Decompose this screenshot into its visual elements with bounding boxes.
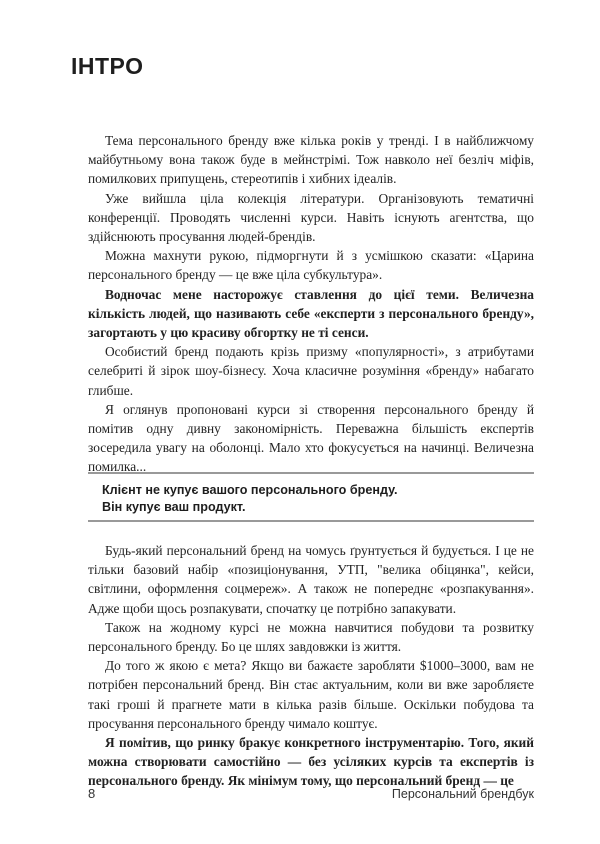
intro-text-block	[88, 131, 534, 477]
chapter-title: ІНТРО	[71, 53, 144, 79]
paragraph: Також на жодному курсі не можна навчитися побудови та розвитку персонального бренду. Бо це шлях завдовжки із життя.	[88, 619, 534, 655]
paragraph-emphasis: Водночас мене насторожує ставлення до цієї теми. Величезна кількість людей, що називають себе «експерти з персонального бренду», загортають у цю красиву обгортку не ті сенси.	[88, 286, 534, 341]
page-number: 8	[88, 786, 96, 801]
paragraph: Тема персонального бренду вже кілька років у тренді. І в найближчому майбутньому вона також буде в мейнстрімі. Тож навколо неї безліч міфів, помилкових припущень, стереотипів і хибних ідеалів.	[88, 133, 534, 187]
paragraph: Уже вийшла ціла колекція літератури. Організовують тематичні конференції. Проводять численні курси. Навіть існують агентства, що здійснюють просування людей-брендів.	[88, 190, 534, 245]
paragraph-emphasis: Я помітив, що ринку бракує конкретного інструментарію. Того, який можна створювати самостійно — без усіляких курсів та експертів із персонального бренду. Як мінімум тому, що персональний бренд — це	[88, 735, 534, 789]
pull-quote-line: Клієнт не купує вашого персонального бренду.	[102, 483, 398, 497]
paragraph: Я оглянув пропоновані курси зі створення персонального бренду й помітив одну дивну закономірність. Переважна більшість експертів зосередила увагу на оболонці. Мало хто фокусується на начинці. Величезна помилка...	[88, 401, 534, 475]
running-head: Персональний брендбук	[391, 787, 534, 801]
paragraph: Можна махнути рукою, підморгнути й з усмішкою сказати: «Царина персонального бренду — це вже ціла субкультура».	[88, 248, 534, 283]
pull-quote-line: Він купує ваш продукт.	[102, 499, 246, 514]
paragraph: До того ж якою є мета? Якщо ви бажаєте заробляти $1000–3000, вам не потрібен персональний бренд. Він стає актуальним, коли ви вже заробляєте такі гроші й прагнете мати в кілька разів більше. Оскільки побудова та просування персонального бренду чимало коштує.	[88, 658, 534, 731]
paragraph: Будь-який персональний бренд на чомусь ґрунтується й будується. І це не тільки базовий набір «позиціонування, УТП, "велика обіцянка", кейси, світлини, оформлення соцмереж». А також не попереднє «розпакування». Адже щоби щось розпакувати, спочатку це потрібно запакувати.	[88, 543, 534, 616]
main-text-block	[88, 541, 534, 791]
pull-quote	[88, 472, 534, 522]
paragraph: Особистий бренд подають крізь призму «популярності», з атрибутами селебриті й зірок шоу-бізнесу. Хоча класичне розуміння «бренду» набагато глибше.	[88, 344, 534, 398]
